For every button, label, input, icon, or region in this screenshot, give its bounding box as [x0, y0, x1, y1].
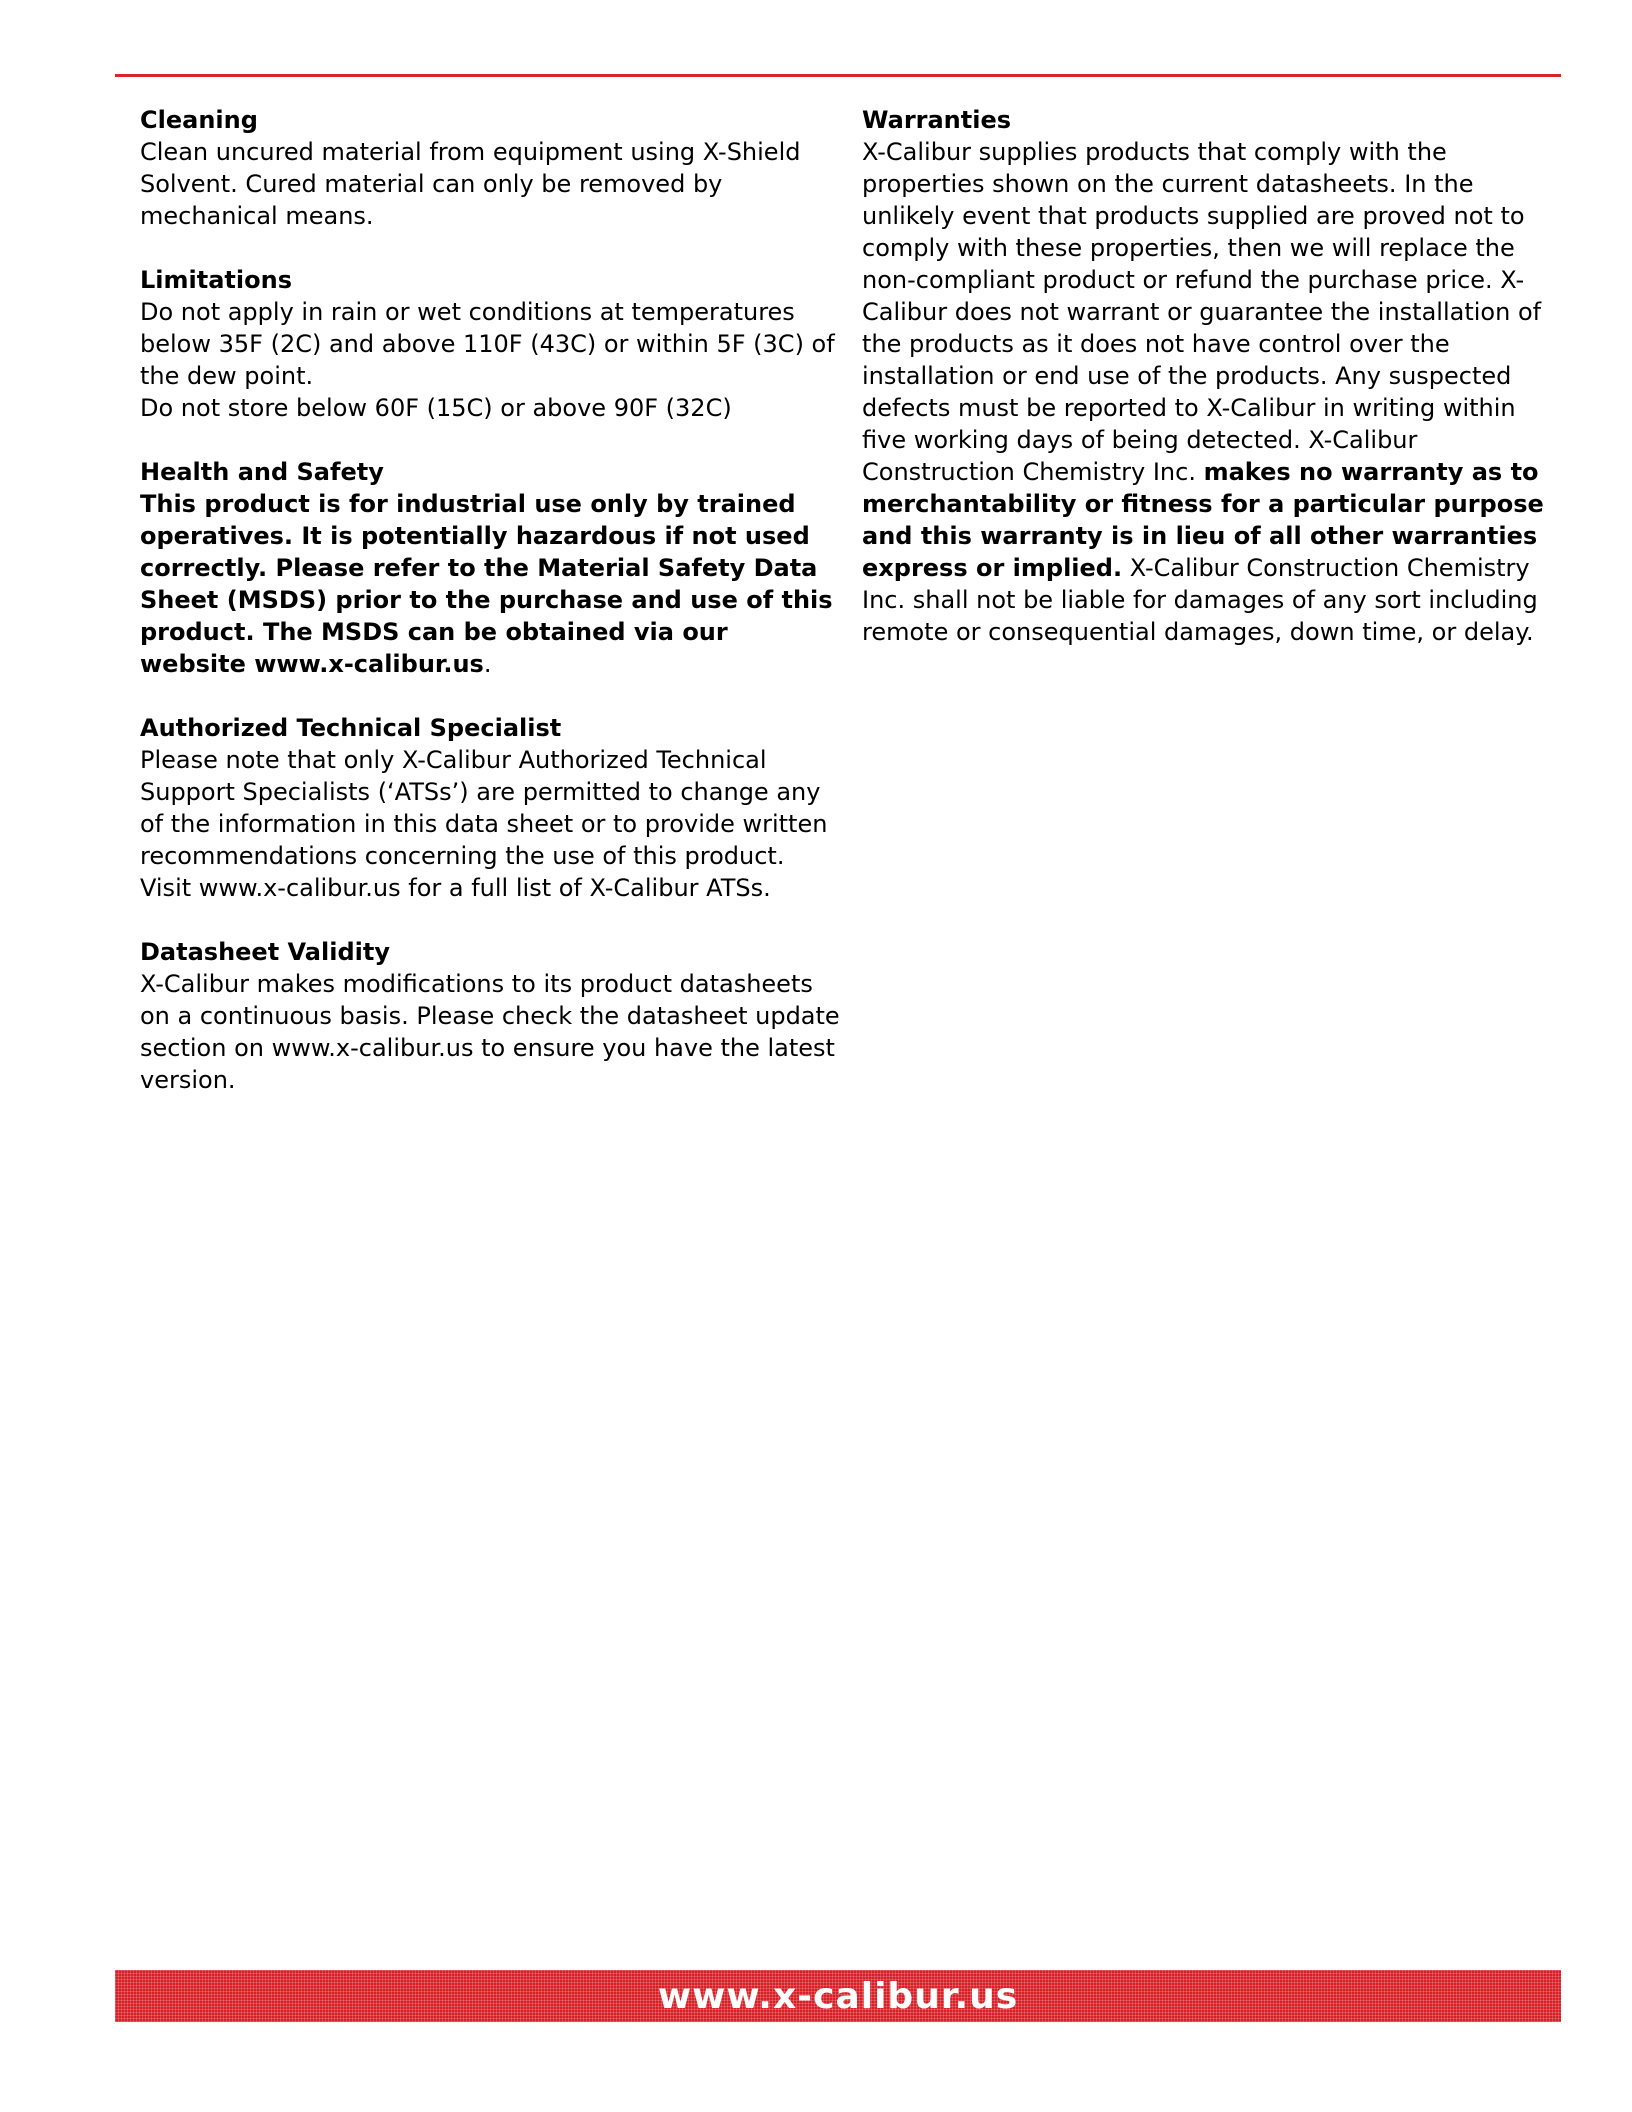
- warranties-body-part1: X-Calibur supplies products that comply with the properties shown on the current datasheets. In the unlikely event that products supplied are proved not to comply with these properties, then we will replace the non-compliant product or refund the purchase price. X-Calibur does not warrant or guarantee the installation of the products as it does not have control over the installation or end use of the products. Any suspected defects must be reported to X-Calibur in writing within five working days of being detected. X-Calibur Construction Chemistry Inc.: [862, 138, 1542, 486]
- left-column: [140, 104, 840, 1128]
- validity-heading: Datasheet Validity: [140, 938, 390, 966]
- health-safety-body: [140, 488, 840, 680]
- health-safety-heading: Health and Safety: [140, 458, 384, 486]
- warranties-disclaimer: makes no warranty as to merchantability or fitness for a particular purpose and this warranty is in lieu of all other warranties express or implied.: [862, 458, 1544, 582]
- health-safety-warning: This product is for industrial use only by trained operatives. It is potentially hazardous if not used correctly. Please refer to the Material Safety Data Sheet (MSDS) prior to the purchase and use of this product. The MSDS can be obtained via our website www.x-calibur.us: [140, 490, 833, 678]
- section-warranties: [862, 104, 1562, 648]
- section-ats: [140, 712, 840, 904]
- footer-website-url[interactable]: www.x-calibur.us: [657, 1975, 1019, 2017]
- warranties-body: [862, 136, 1562, 648]
- limitations-heading: Limitations: [140, 266, 292, 294]
- section-validity: [140, 936, 840, 1096]
- validity-body: X-Calibur makes modifications to its product datasheets on a continuous basis. Please check the datasheet update section on www.x-calibur.us to ensure you have the latest version.: [140, 970, 840, 1094]
- warranties-body-part2: X-Calibur Construction Chemistry Inc. shall not be liable for damages of any sort including remote or consequential damages, down time, or delay.: [862, 554, 1538, 646]
- limitations-body-line1: Do not apply in rain or wet conditions at temperatures below 35F (2C) and above 110F (43C) or within 5F (3C) of the dew point.: [140, 298, 835, 390]
- cleaning-heading: Cleaning: [140, 106, 258, 134]
- cleaning-body: Clean uncured material from equipment using X-Shield Solvent. Cured material can only be removed by mechanical means.: [140, 138, 801, 230]
- footer-band: [115, 1970, 1561, 2022]
- right-column: [862, 104, 1562, 680]
- section-cleaning: [140, 104, 840, 232]
- health-safety-tail: .: [483, 650, 492, 678]
- warranties-heading: Warranties: [862, 106, 1012, 134]
- ats-body: Please note that only X-Calibur Authorized Technical Support Specialists (‘ATSs’) are permitted to change any of the information in this data sheet or to provide written recommendations concerning the use of this product. Visit www.x-calibur.us for a full list of X-Calibur ATSs.: [140, 746, 828, 902]
- section-limitations: [140, 264, 840, 424]
- ats-heading: Authorized Technical Specialist: [140, 714, 562, 742]
- top-divider: [115, 74, 1561, 77]
- section-health-safety: [140, 456, 840, 680]
- limitations-body-line2: Do not store below 60F (15C) or above 90F (32C): [140, 394, 732, 422]
